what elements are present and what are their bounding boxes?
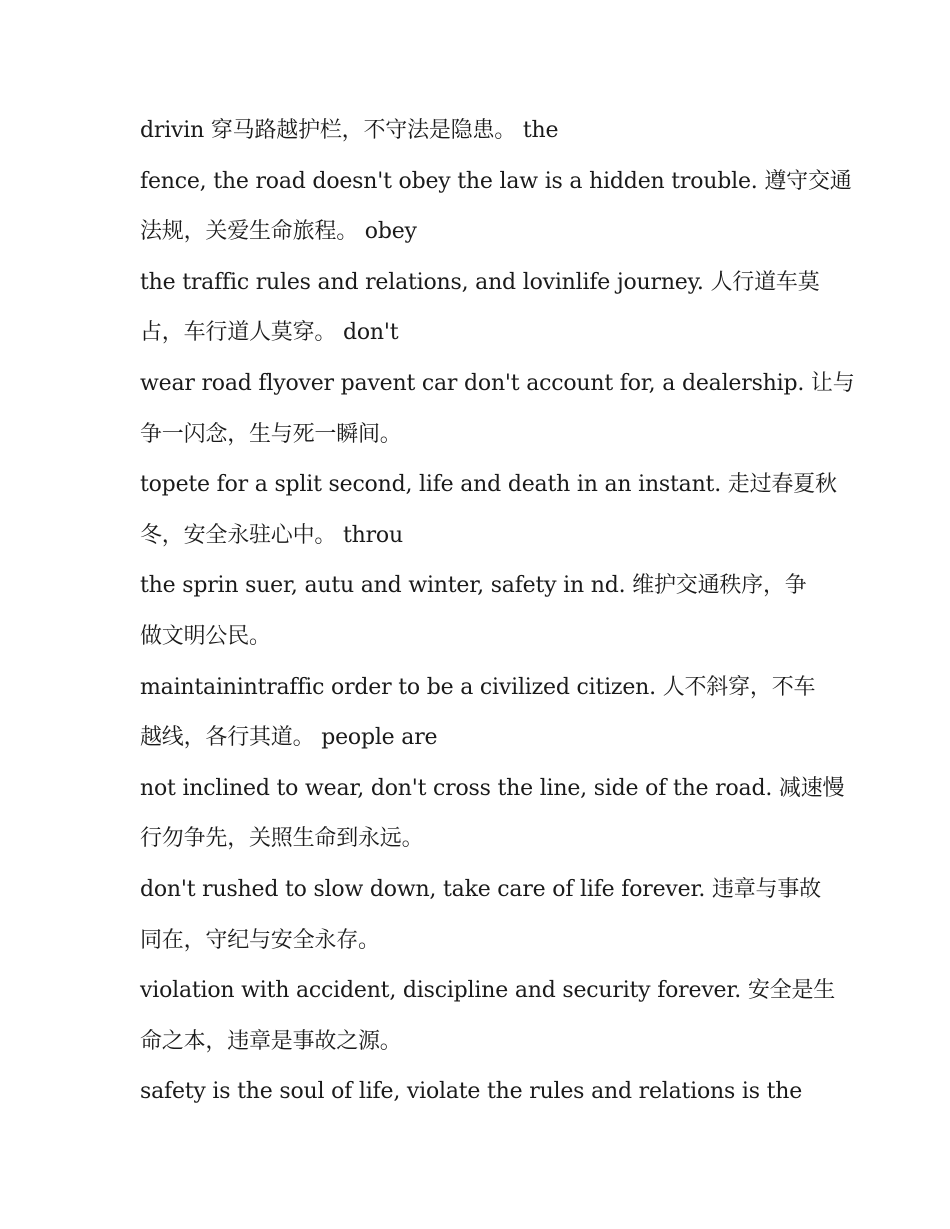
text-line: violation with accident, discipline and security forever. 安全是生 — [140, 978, 836, 1004]
text-line: maintainintraffic order to be a civilized citizen. 人不斜穿，不车 — [140, 674, 816, 700]
text-line: 同在，守纪与安全永存。 — [140, 927, 380, 953]
text-line: 法规，关爱生命旅程。 obey — [140, 219, 417, 245]
text-line: 争一闪念，生与死一瞬间。 — [140, 421, 402, 447]
text-line: safety is the soul of life, violate the rules and relations is the — [140, 1079, 803, 1105]
document-text-body — [140, 108, 855, 1120]
text-line: the sprin suer, autu and winter, safety in nd. 维护交通秩序，争 — [140, 573, 807, 599]
text-line: topete for a split second, life and death in an instant. 走过春夏秋 — [140, 472, 837, 498]
text-line: not inclined to wear, don't cross the line, side of the road. 减速慢 — [140, 775, 845, 801]
text-line: 越线，各行其道。 people are — [140, 725, 438, 751]
text-line: 冬，安全永驻心中。 throu — [140, 522, 403, 548]
text-line: don't rushed to slow down, take care of life forever. 违章与事故 — [140, 876, 821, 902]
text-line: 行勿争先，关照生命到永远。 — [140, 826, 424, 852]
text-line: fence, the road doesn't obey the law is a hidden trouble. 遵守交通 — [140, 168, 852, 194]
text-line: wear road flyover pavent car don't account for, a dealership. 让与 — [140, 370, 855, 396]
text-line: the traffic rules and relations, and lovinlife journey. 人行道车莫 — [140, 269, 820, 295]
text-line: 做文明公民。 — [140, 623, 271, 649]
text-line: 占，车行道人莫穿。 don't — [140, 320, 399, 346]
text-line: drivin 穿马路越护栏，不守法是隐患。 the — [140, 118, 559, 143]
text-line: 命之本，违章是事故之源。 — [140, 1028, 402, 1054]
